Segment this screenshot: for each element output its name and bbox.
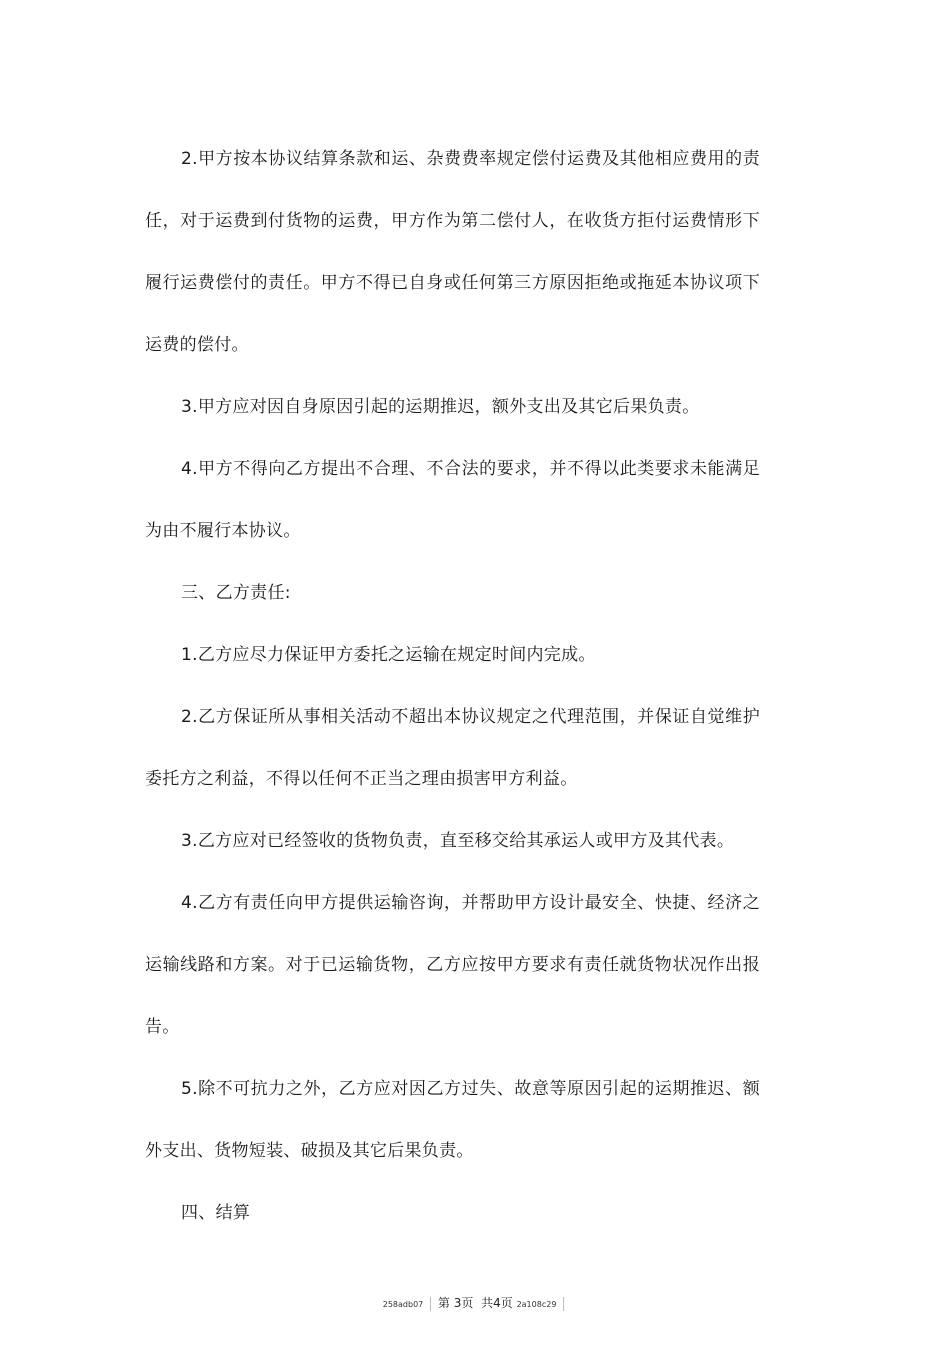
section-heading-party-b: 三、乙方责任: [181, 583, 291, 603]
paragraph-party-b-fault-liability: 5.除不可抗力之外，乙方应对因乙方过失、故意等原因引起的运期推迟、额外支出、货物短装、破损及其它后果负责。 [145, 1079, 760, 1161]
footer-total-suffix: 页 [500, 1296, 513, 1310]
footer-right-code: 2a108c29 [516, 1300, 557, 1309]
paragraph-party-a-no-unreasonable-demands: 4.甲方不得向乙方提出不合理、不合法的要求，并不得以此类要求未能满足为由不履行本协议。 [145, 459, 760, 541]
footer-current-page: 3 [453, 1296, 462, 1310]
footer-divider [430, 1297, 431, 1311]
paragraph-party-a-delay-liability: 3.甲方应对因自身原因引起的运期推迟，额外支出及其它后果负责。 [181, 397, 700, 417]
footer-total-pages: 4 [493, 1296, 501, 1310]
footer-divider-right [563, 1297, 564, 1311]
section-heading-settlement: 四、结算 [181, 1203, 251, 1223]
document-body [145, 128, 760, 1244]
paragraph-party-b-timely-transport: 1.乙方应尽力保证甲方委托之运输在规定时间内完成。 [181, 645, 596, 665]
paragraph-party-a-payment-duty: 2.甲方按本协议结算条款和运、杂费费率规定偿付运费及其他相应费用的责任，对于运费到付货物的运费，甲方作为第二偿付人，在收货方拒付运费情形下履行运费偿付的责任。甲方不得已自身或任何第三方原因拒绝或拖延本协议项下运费的偿付。 [145, 149, 760, 355]
page-footer [0, 1294, 950, 1311]
footer-page-suffix: 页 [461, 1296, 474, 1310]
footer-left-code: 258adb07 [382, 1300, 424, 1309]
paragraph-party-b-scope: 2.乙方保证所从事相关活动不超出本协议规定之代理范围，并保证自觉维护委托方之利益，不得以任何不正当之理由损害甲方利益。 [145, 707, 760, 789]
footer-page-prefix: 第 [437, 1296, 450, 1310]
paragraph-party-b-consulting: 4.乙方有责任向甲方提供运输咨询，并帮助甲方设计最安全、快捷、经济之运输线路和方案。对于已运输货物，乙方应按甲方要求有责任就货物状况作出报告。 [145, 893, 760, 1037]
paragraph-party-b-goods-custody: 3.乙方应对已经签收的货物负责，直至移交给其承运人或甲方及其代表。 [181, 831, 735, 851]
footer-total-prefix: 共 [481, 1296, 494, 1310]
